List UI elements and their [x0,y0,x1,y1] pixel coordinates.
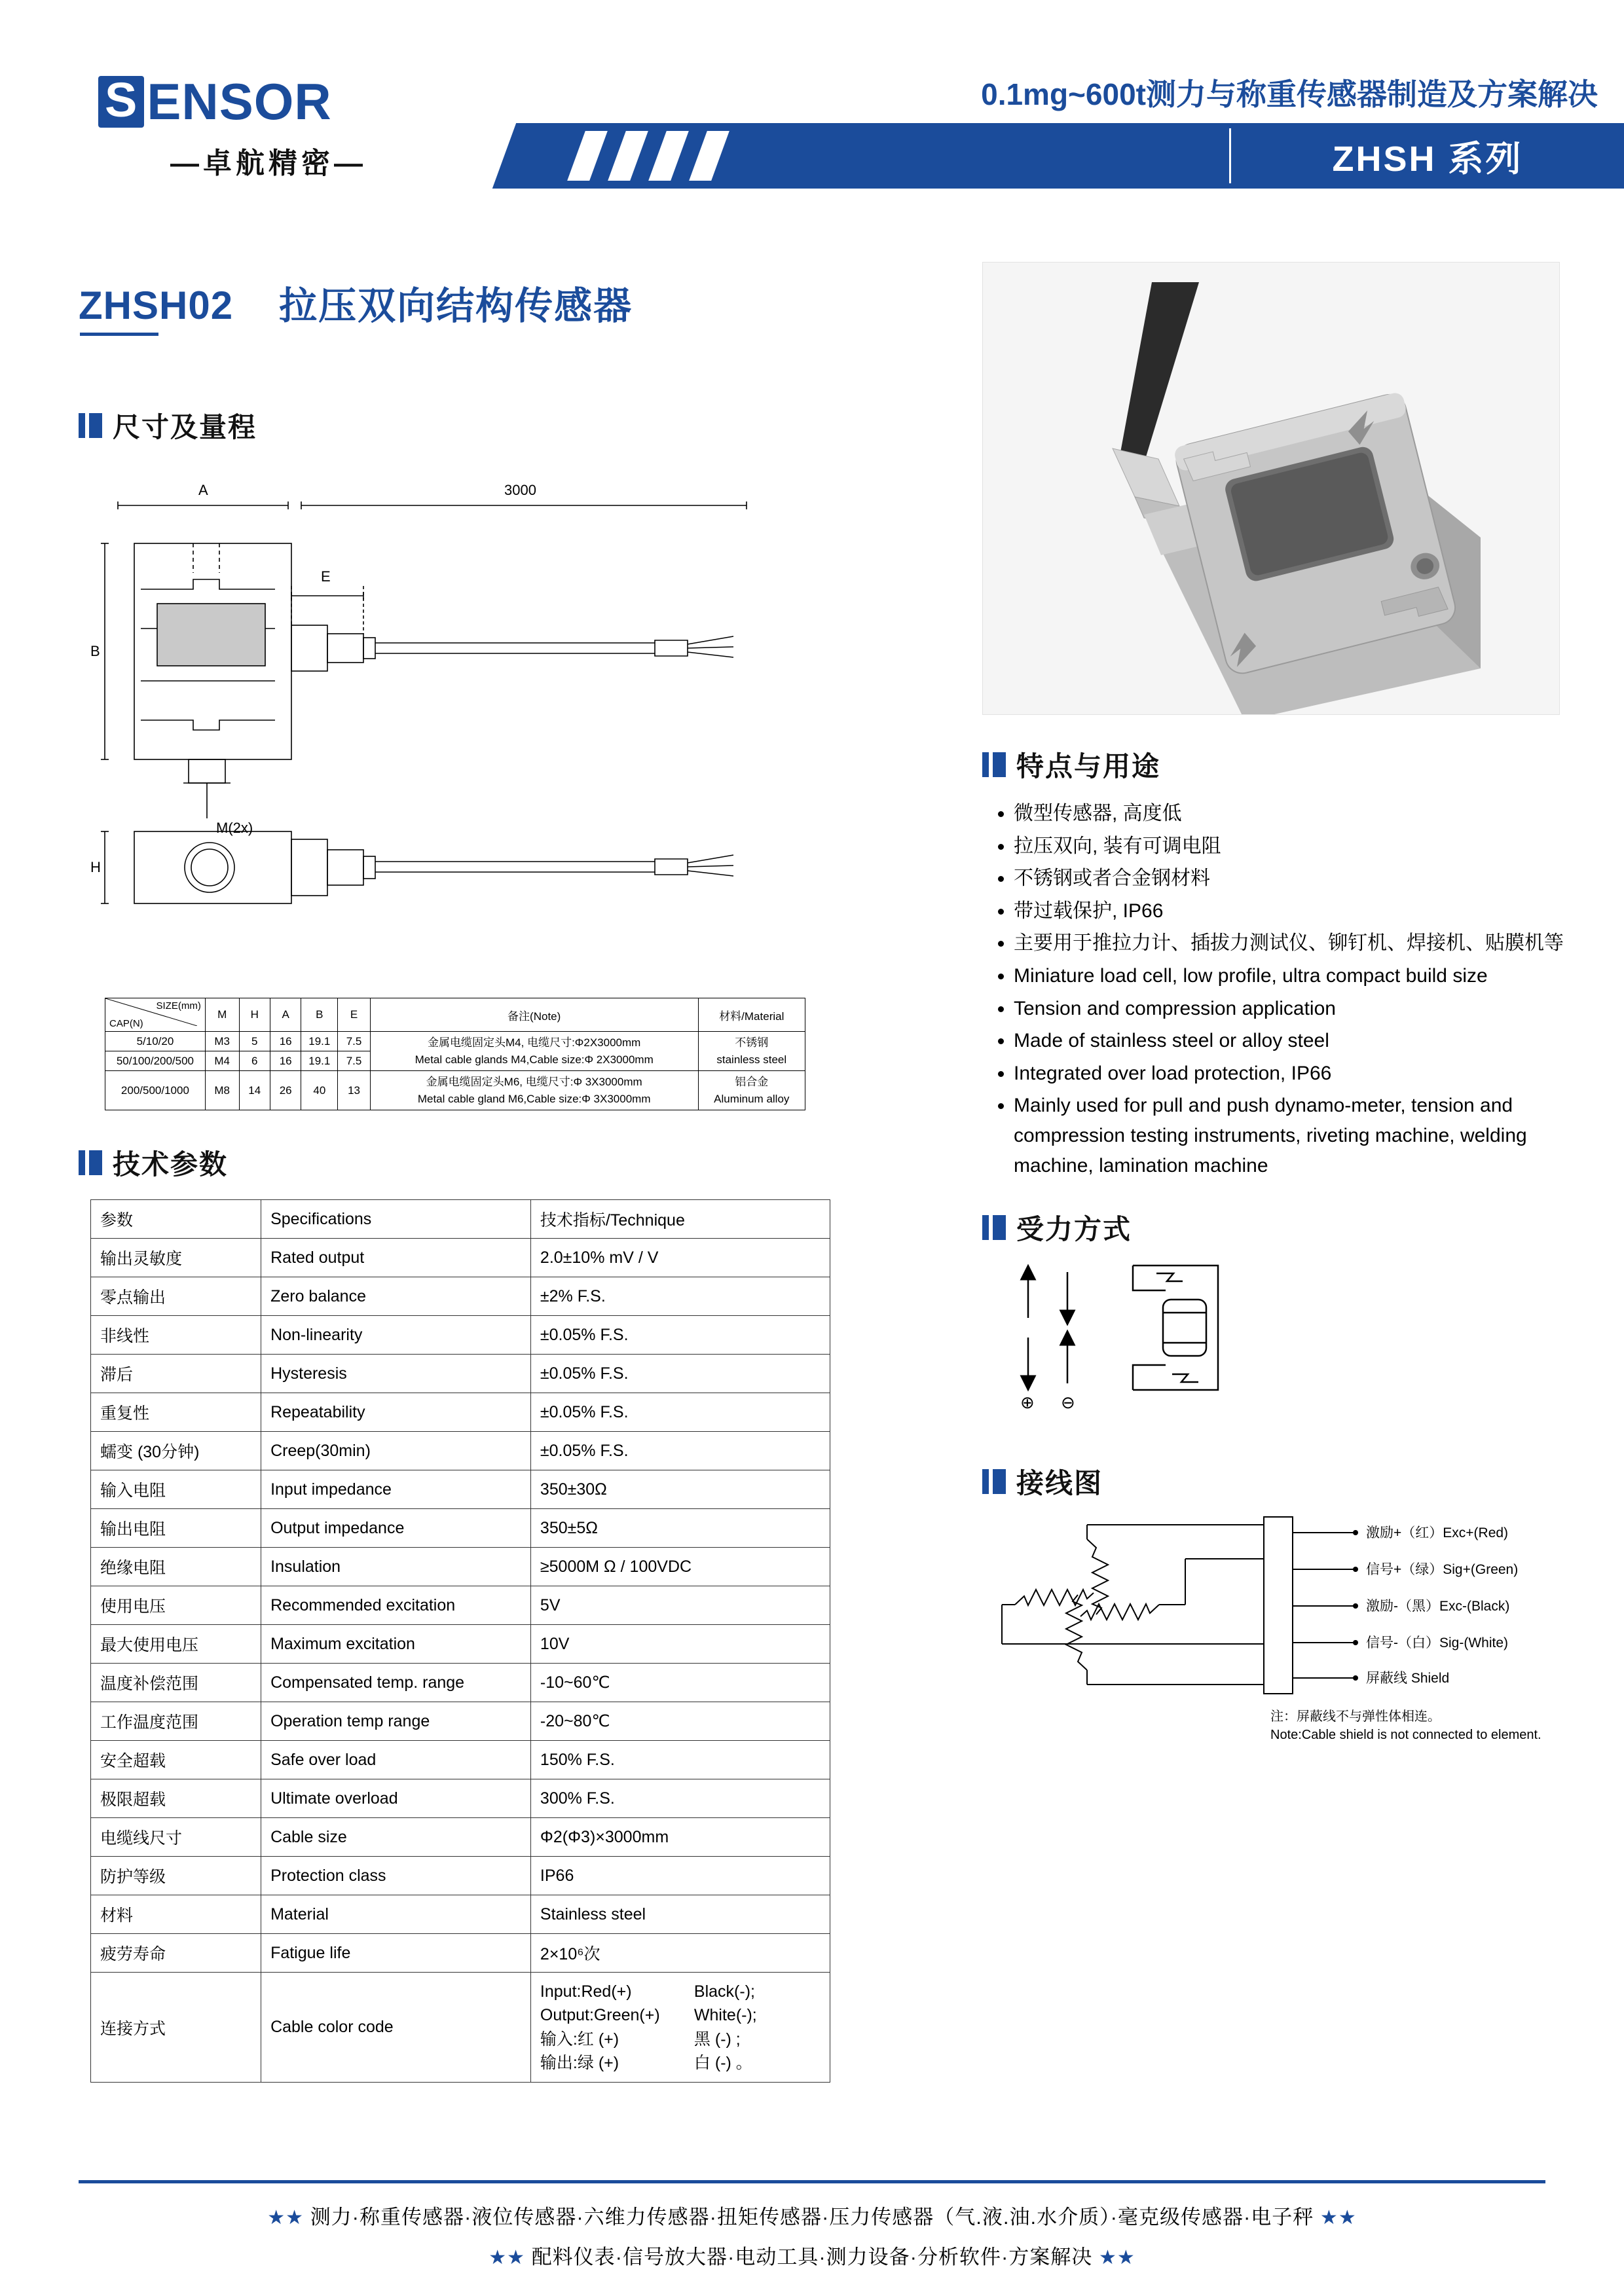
logo-rest: ENSOR [147,73,332,130]
dim-material-cn-1: 不锈钢 [735,1036,769,1049]
wiring-diagram-svg [989,1513,1552,1709]
tech-value: 150% F.S. [530,1741,830,1779]
table-row [91,1316,830,1355]
tech-value: Stainless steel [530,1895,830,1934]
table-row [91,1393,830,1432]
list-item: • Mainly used for pull and push dynamo-meter, tension and compression testing instruments, riveting machine, welding machine, lamination machine [1014,1091,1572,1180]
tech-value: 2.0±10% mV / V [530,1239,830,1277]
tech-param: 输入电阻 [91,1470,261,1509]
heading-mark2-icon [89,1150,102,1175]
footer-line-1 [0,2200,1624,2230]
dim-e-3: 13 [338,1071,371,1110]
section-tech-label: 技术参数 [113,1149,229,1180]
dim-h-3: 14 [239,1071,270,1110]
dim-h-1: 5 [239,1032,270,1051]
dim-col-note: 备注(Note) [370,998,698,1032]
table-row [91,1470,830,1509]
footer-text-1: 测力·称重传感器·液位传感器·六维力传感器·扭矩传感器·压力传感器（气.液.油.水介质）·毫克级传感器·电子秤 [310,2206,1314,2229]
table-row [105,998,805,1032]
heading-mark-icon [982,1469,989,1494]
table-row [91,1779,830,1818]
tech-param: 滞后 [91,1355,261,1393]
page-footer [0,2180,1624,2296]
table-row [105,1032,805,1051]
tech-spec: Operation temp range [261,1702,531,1741]
heading-mark2-icon [993,1469,1006,1494]
tech-spec: Hysteresis [261,1355,531,1393]
wiring-label-shield: 屏蔽线 Shield [1366,1671,1450,1686]
wiring-label-sig-neg: 信号-（白）Sig-(White) [1366,1635,1509,1651]
dim-material-en-1: stainless steel [716,1053,787,1066]
tech-spec: Rated output [261,1239,531,1277]
series-label: ZHSH 系列 [1332,139,1523,179]
dim-h-2: 6 [239,1051,270,1071]
dim-b-2: 19.1 [301,1051,338,1071]
tech-param: 防护等级 [91,1857,261,1895]
tech-param: 输出电阻 [91,1509,261,1548]
tech-col-param: 参数 [91,1200,261,1239]
title-underline [80,333,158,336]
cable-line3b: 黑 (-) ; [693,2030,741,2049]
section-dimensions-label: 尺寸及量程 [113,412,257,443]
tech-value: -10~60℃ [530,1664,830,1702]
table-row [91,1664,830,1702]
dim-corner-top: SIZE(mm) [156,1000,201,1011]
drawing-svg [79,465,845,989]
dim-note-cn-1: 金属电缆固定头M4, 电缆尺寸:Φ2X3000mm [428,1036,641,1049]
tech-spec: Input impedance [261,1470,531,1509]
force-minus-symbol: ⊖ [1061,1393,1075,1413]
table-row [91,1239,830,1277]
tech-col-spec: Specifications [261,1200,531,1239]
list-item: • 微型传感器, 高度低 [1014,799,1572,829]
dim-cap-3: 200/500/1000 [105,1071,206,1110]
heading-mark-icon [982,1215,989,1240]
dim-note-en-1: Metal cable glands M4,Cable size:Φ 2X3000mm [415,1053,654,1066]
tech-param: 极限超载 [91,1779,261,1818]
cable-line1a: Input:Red(+) [540,1982,632,2001]
tech-spec-table [90,1199,830,2083]
tech-col-value: 技术指标/Technique [530,1200,830,1239]
wiring-label-exc-pos: 激励+（红）Exc+(Red) [1366,1525,1509,1541]
tech-spec: Zero balance [261,1277,531,1316]
left-column [79,406,858,2083]
section-dimensions-heading [79,406,858,445]
dim-note-en-3: Metal cable gland M6,Cable size:Φ 3X3000mm [417,1092,651,1105]
tech-param: 输出灵敏度 [91,1239,261,1277]
section-tech-heading [79,1143,858,1182]
footer-divider [79,2180,1545,2183]
series-badge [1231,123,1624,189]
page-header [0,0,1624,216]
dimension-drawing [79,465,845,989]
list-item: • 带过载保护, IP66 [1014,896,1572,926]
dim-col-a: A [270,998,301,1032]
heading-mark-icon [79,1150,85,1175]
heading-mark-icon [982,752,989,777]
tech-value: ±0.05% F.S. [530,1316,830,1355]
section-force-heading [982,1208,1572,1247]
tech-value: 2×10⁶次 [530,1934,830,1973]
tech-value: ±0.05% F.S. [530,1355,830,1393]
dim-col-h: H [239,998,270,1032]
tech-spec: Safe over load [261,1741,531,1779]
cable-line2b: White(-); [693,2006,757,2025]
table-row [91,1277,830,1316]
tech-value: 10V [530,1625,830,1664]
header-stripes-icon [576,131,786,181]
cable-line2a: Output:Green(+) [540,2006,660,2025]
tech-value: -20~80℃ [530,1702,830,1741]
dim-material-cn-3: 铝合金 [735,1076,769,1088]
dim-m-3: M8 [205,1071,239,1110]
tech-value: 350±5Ω [530,1509,830,1548]
tech-spec: Cable size [261,1818,531,1857]
tech-spec: Compensated temp. range [261,1664,531,1702]
drawing-label-M: M(2x) [216,820,253,836]
section-features-heading [982,745,1572,784]
logo-subtitle: —卓航精密— [170,147,367,179]
table-row [91,1586,830,1625]
drawing-label-E: E [321,568,331,585]
wiring-note [1270,1707,1552,1744]
tech-param: 电缆线尺寸 [91,1818,261,1857]
heading-mark2-icon [993,1215,1006,1240]
tech-spec: Non-linearity [261,1316,531,1355]
force-diagram-svg [1002,1259,1369,1436]
tech-spec: Fatigue life [261,1934,531,1973]
section-wiring-heading [982,1462,1572,1501]
tech-value: ±0.05% F.S. [530,1432,830,1470]
list-item: • Miniature load cell, low profile, ultra compact build size [1014,961,1572,991]
tech-spec: Creep(30min) [261,1432,531,1470]
product-photo [982,262,1560,715]
feature-list [989,799,1572,1180]
force-plus-symbol: ⊕ [1020,1393,1035,1413]
tech-param: 非线性 [91,1316,261,1355]
tech-value: ±2% F.S. [530,1277,830,1316]
tech-param: 温度补偿范围 [91,1664,261,1702]
tech-spec: Repeatability [261,1393,531,1432]
tech-value: ±0.05% F.S. [530,1393,830,1432]
wiring-label-sig-pos: 信号+（绿）Sig+(Green) [1366,1562,1519,1578]
tech-spec: Ultimate overload [261,1779,531,1818]
list-item: • 不锈钢或者合金钢材料 [1014,864,1572,894]
cable-line4a: 输出:绿 (+) [540,2053,619,2072]
logo-s-badge: S [98,76,144,127]
star-icon: ★★ [1320,2207,1357,2229]
logo-wordmark [98,72,465,132]
tech-value: 350±30Ω [530,1470,830,1509]
tech-param: 绝缘电阻 [91,1548,261,1586]
tech-param: 蠕变 (30分钟) [91,1432,261,1470]
star-icon: ★★ [1098,2247,1135,2269]
star-icon: ★★ [489,2247,526,2269]
tech-param-cable: 连接方式 [91,1973,261,2083]
table-row [91,1818,830,1857]
dim-material-en-3: Aluminum alloy [714,1092,790,1105]
table-row [91,1702,830,1741]
table-row [91,1741,830,1779]
table-row [91,1355,830,1393]
dim-a-1: 16 [270,1032,301,1051]
dim-a-2: 16 [270,1051,301,1071]
table-row [91,1625,830,1664]
dim-e-1: 7.5 [338,1032,371,1051]
dimension-table [105,998,805,1110]
section-force-label: 受力方式 [1016,1214,1132,1245]
right-column [982,262,1572,1762]
tech-param: 材料 [91,1895,261,1934]
cable-line4b: 白 (-) 。 [693,2053,752,2072]
dim-b-3: 40 [301,1071,338,1110]
tech-param: 最大使用电压 [91,1625,261,1664]
tech-value: IP66 [530,1857,830,1895]
wiring-note-cn: 注：屏蔽线不与弹性体相连。 [1270,1709,1441,1724]
heading-mark-icon [79,413,85,438]
heading-mark2-icon [89,413,102,438]
dim-m-1: M3 [205,1032,239,1051]
tech-spec-cable: Cable color code [261,1973,531,2083]
tech-value: 5V [530,1586,830,1625]
dim-note-cn-3: 金属电缆固定头M6, 电缆尺寸:Φ 3X3000mm [426,1076,642,1088]
tech-param: 安全超载 [91,1741,261,1779]
dim-col-m: M [205,998,239,1032]
dim-cap-2: 50/100/200/500 [105,1051,206,1071]
page-title [79,275,633,330]
section-wiring-label: 接线图 [1016,1468,1103,1499]
wiring-label-exc-neg: 激励-（黑）Exc-(Black) [1366,1599,1510,1614]
tech-spec: Maximum excitation [261,1625,531,1664]
list-item: • 拉压双向, 装有可调电阻 [1014,831,1572,862]
cable-line1b: Black(-); [693,1982,755,2001]
table-header-row [91,1200,830,1239]
star-icon: ★★ [267,2207,304,2229]
tech-value: 300% F.S. [530,1779,830,1818]
tech-value-cable [530,1973,830,2083]
dim-col-b: B [301,998,338,1032]
company-logo [98,72,465,181]
table-row [91,1934,830,1973]
tech-param: 重复性 [91,1393,261,1432]
model-name: 拉压双向结构传感器 [279,285,633,327]
tech-spec: Output impedance [261,1509,531,1548]
list-item: • 主要用于推拉力计、插拔力测试仪、铆钉机、焊接机、贴膜机等 [1014,928,1572,958]
drawing-label-B: B [90,643,100,659]
dim-m-2: M4 [205,1051,239,1071]
tech-spec: Protection class [261,1857,531,1895]
drawing-label-3000: 3000 [504,482,536,498]
table-row [91,1857,830,1895]
tech-value: ≥5000M Ω / 100VDC [530,1548,830,1586]
table-row [91,1432,830,1470]
tech-param: 使用电压 [91,1586,261,1625]
tech-param: 工作温度范围 [91,1702,261,1741]
force-diagram [1002,1259,1369,1442]
dim-a-3: 26 [270,1071,301,1110]
dim-e-2: 7.5 [338,1051,371,1071]
header-tagline: 0.1mg~600t测力与称重传感器制造及方案解决 [981,77,1598,111]
wiring-note-en: Note:Cable shield is not connected to element. [1270,1728,1541,1743]
tech-value: Φ2(Φ3)×3000mm [530,1818,830,1857]
tech-spec: Material [261,1895,531,1934]
table-row [105,1071,805,1110]
tech-param: 疲劳寿命 [91,1934,261,1973]
list-item: • Made of stainless steel or alloy steel [1014,1026,1572,1056]
drawing-label-H: H [90,859,101,875]
table-row [91,1548,830,1586]
list-item: • Tension and compression application [1014,994,1572,1024]
section-features-label: 特点与用途 [1016,751,1161,782]
table-row [91,1973,830,2083]
dim-cap-1: 5/10/20 [105,1032,206,1051]
footer-text-2: 配料仪表·信号放大器·电动工具·测力设备·分析软件·方案解决 [531,2246,1093,2269]
wiring-diagram [989,1513,1552,1762]
tech-spec: Insulation [261,1548,531,1586]
drawing-label-A: A [198,482,208,498]
footer-line-2 [0,2240,1624,2296]
dim-corner-bottom: CAP(N) [109,1018,143,1029]
list-item: • Integrated over load protection, IP66 [1014,1059,1572,1089]
table-row [91,1895,830,1934]
dim-col-e: E [338,998,371,1032]
product-photo-svg [983,263,1559,714]
dim-b-1: 19.1 [301,1032,338,1051]
heading-mark2-icon [993,752,1006,777]
table-row [91,1509,830,1548]
cable-line3a: 输入:红 (+) [540,2030,619,2049]
dim-col-material: 材料/Material [698,998,805,1032]
tech-param: 零点输出 [91,1277,261,1316]
model-code: ZHSH02 [79,283,234,327]
tech-spec: Recommended excitation [261,1586,531,1625]
